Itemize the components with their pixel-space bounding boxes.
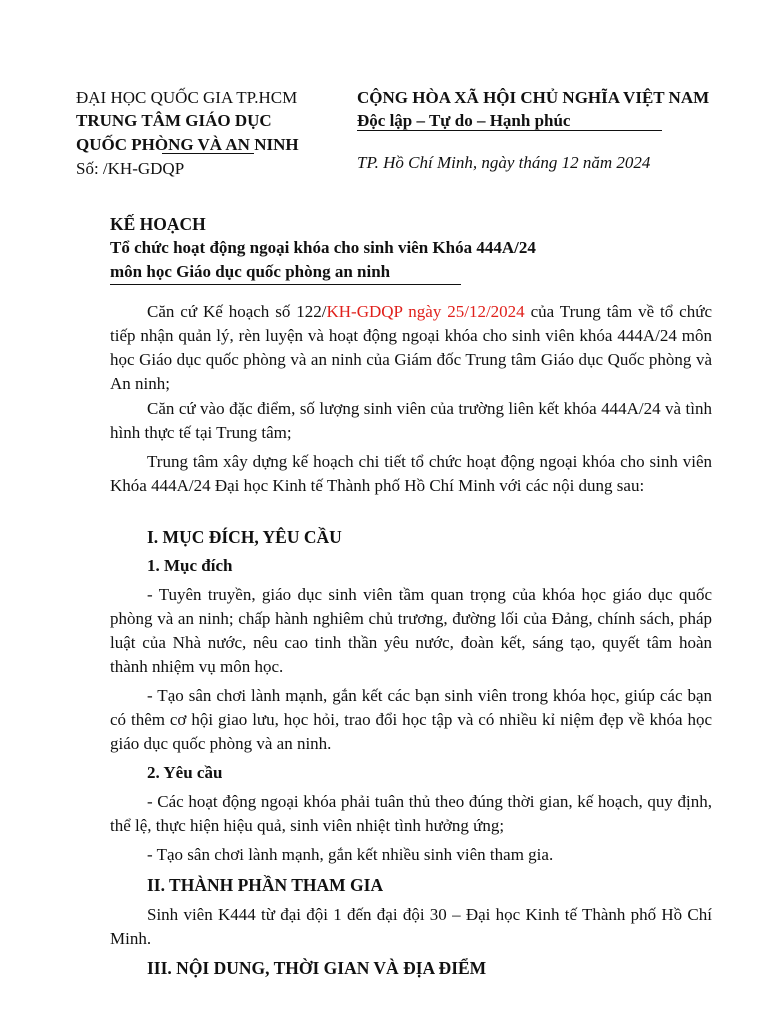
section-heading-content-time-location: III. NỘI DUNG, THỜI GIAN VÀ ĐỊA ĐIỂM (147, 958, 487, 978)
motto: Độc lập – Tự do – Hạnh phúc (357, 111, 571, 130)
section-heading-participants: II. THÀNH PHẦN THAM GIA (147, 875, 384, 895)
place-date: TP. Hồ Chí Minh, ngày tháng 12 năm 2024 (357, 153, 651, 172)
nation-name: CỘNG HÒA XÃ HỘI CHỦ NGHĨA VIỆT NAM (357, 88, 710, 107)
paragraph-purpose-2: - Tạo sân chơi lành mạnh, gắn kết các bạn sinh viên trong khóa học, giúp các bạn có thêm cơ hội giao lưu, học hỏi, trao đổi học tập và có nhiều kỉ niệm đẹp về khóa học giáo dục quốc phòng và an ninh. (110, 686, 712, 753)
paragraph-requirement-2: - Tạo sân chơi lành mạnh, gắn kết nhiều sinh viên tham gia. (147, 845, 554, 864)
paragraph-requirement-1: - Các hoạt động ngoại khóa phải tuân thủ theo đúng thời gian, kế hoạch, quy định, thể lệ, thực hiện hiệu quả, sinh viên nhiệt tình hưởng ứng; (110, 792, 712, 835)
paragraph-basis-plan (110, 300, 712, 396)
center-name-underline (162, 153, 254, 154)
subsection-heading-requirements: 2. Yêu cầu (147, 763, 223, 782)
section-heading-purpose-requirements: I. MỤC ĐÍCH, YÊU CẦU (147, 527, 342, 547)
center-name-line1: TRUNG TÂM GIÁO DỤC (76, 111, 272, 130)
document-title-line2: môn học Giáo dục quốc phòng an ninh (110, 262, 391, 281)
basis-plan-text-end: của Trung tâm về tổ chức tiếp nhận quản lý, rèn luyện và hoạt động ngoại khóa cho sinh viên khóa 444A/24 môn học Giáo dục quốc phòng và an ninh của Giám đốc Trung tâm Giáo dục Quốc phòng và An ninh; (110, 302, 712, 393)
motto-underline (357, 130, 662, 131)
document-type: KẾ HOẠCH (110, 214, 206, 234)
document-title-line1: Tổ chức hoạt động ngoại khóa cho sinh viên Khóa 444A/24 (110, 238, 536, 257)
title-underline (110, 284, 461, 285)
subsection-heading-purpose: 1. Mục đích (147, 556, 233, 575)
center-name-line2: QUỐC PHÒNG VÀ AN NINH (76, 135, 299, 154)
document-number: Số: /KH-GDQP (76, 159, 185, 178)
paragraph-participants: Sinh viên K444 từ đại đội 1 đến đại đội 30 – Đại học Kinh tế Thành phố Hồ Chí Minh. (110, 905, 712, 948)
basis-plan-reference: KH-GDQP ngày 25/12/2024 (326, 302, 525, 321)
paragraph-purpose-1: - Tuyên truyền, giáo dục sinh viên tầm quan trọng của khóa học giáo dục quốc phòng và an ninh; chấp hành nghiêm chủ trương, đường lối của Đảng, chính sách, pháp luật của Nhà nước, nêu cao tinh thần yêu nước, đoàn kết, sáng tạo, quyết tâm hoàn thành nhiệm vụ môn học. (110, 585, 712, 676)
basis-plan-text: Căn cứ Kế hoạch số 122/ (147, 302, 327, 321)
paragraph-intro: Trung tâm xây dựng kế hoạch chi tiết tổ chức hoạt động ngoại khóa cho sinh viên Khóa 444A/24 Đại học Kinh tế Thành phố Hồ Chí Minh với các nội dung sau: (110, 452, 712, 495)
university-name: ĐẠI HỌC QUỐC GIA TP.HCM (76, 88, 298, 107)
paragraph-basis-characteristics: Căn cứ vào đặc điểm, số lượng sinh viên của trường liên kết khóa 444A/24 và tình hình thực tế tại Trung tâm; (110, 399, 712, 442)
